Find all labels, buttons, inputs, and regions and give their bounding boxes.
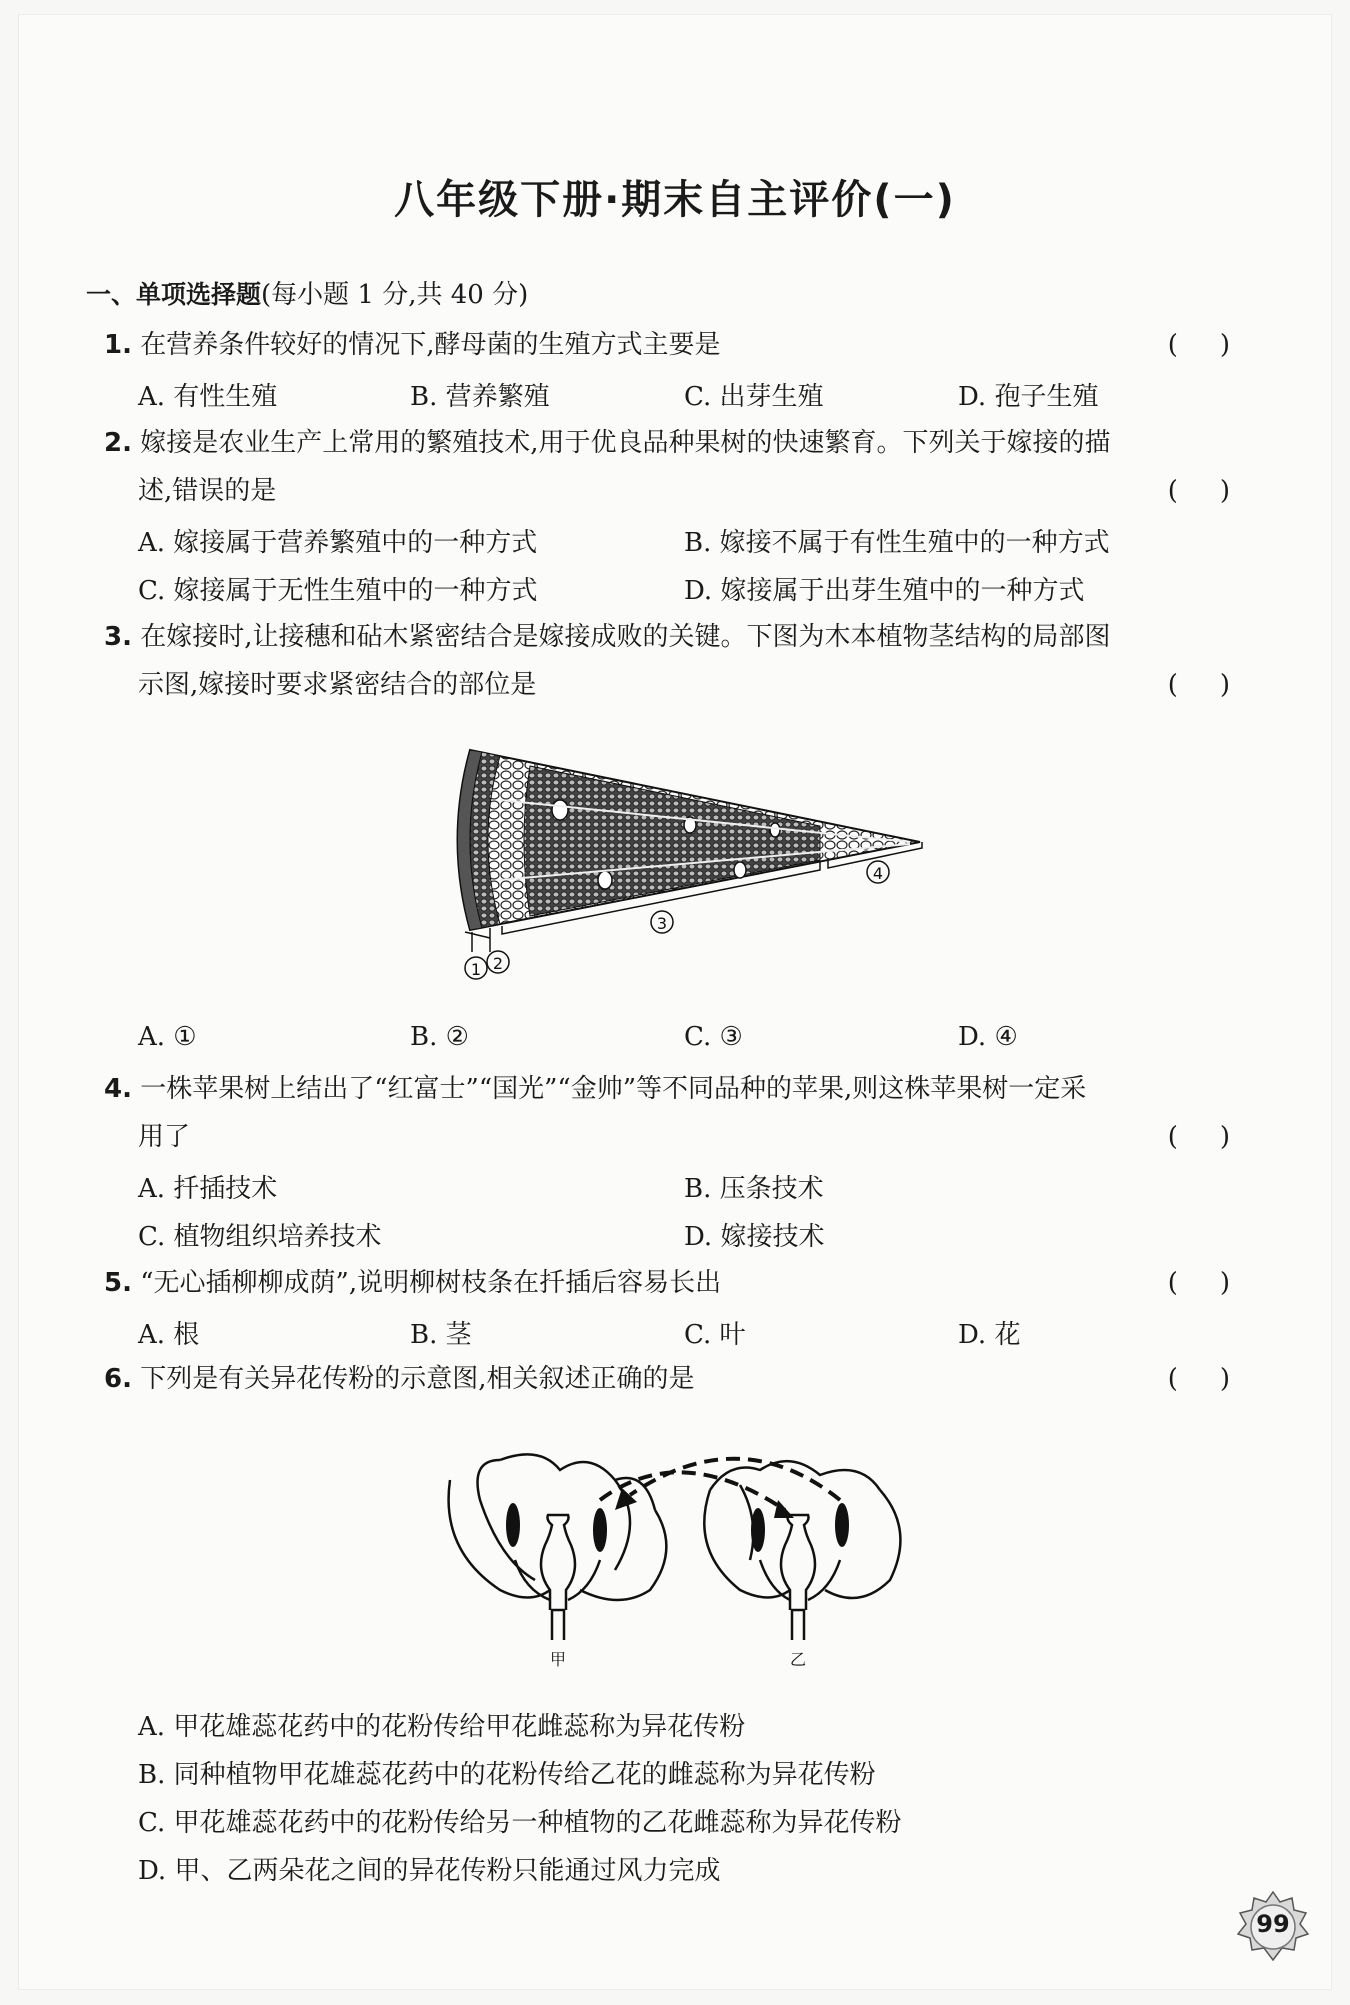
option[interactable]: B. 茎: [410, 1320, 472, 1350]
question-4-stem: [104, 1072, 1086, 1106]
question-6-stem: [104, 1362, 695, 1396]
label-4: [867, 861, 889, 883]
question-text: 一株苹果树上结出了“红富士”“国光”“金帅”等不同品种的苹果,则这株苹果树一定采: [140, 1074, 1087, 1104]
page-number-badge: [1236, 1890, 1310, 1964]
section-heading-label: 一、单项选择题: [86, 280, 262, 309]
question-text: 嫁接是农业生产上常用的繁殖技术,用于优良品种果树的快速繁育。下列关于嫁接的描: [140, 428, 1111, 458]
question-text: 下列是有关异花传粉的示意图,相关叙述正确的是: [140, 1364, 695, 1394]
svg-text:2: 2: [492, 954, 504, 973]
question-number: 1.: [104, 330, 132, 360]
question-text-continued: 示图,嫁接时要求紧密结合的部位是: [138, 670, 537, 700]
svg-text:4: 4: [872, 864, 884, 883]
question-text: “无心插柳柳成荫”,说明柳树枝条在扦插后容易长出: [140, 1268, 722, 1298]
option[interactable]: C. 叶: [684, 1320, 746, 1350]
question-number: 4.: [104, 1074, 132, 1104]
question-text-continued: 用了: [138, 1122, 191, 1152]
question-number: 5.: [104, 1268, 132, 1298]
option[interactable]: A. ①: [138, 1022, 197, 1052]
option[interactable]: D. 甲、乙两朵花之间的异花传粉只能通过风力完成: [138, 1856, 721, 1886]
option[interactable]: A. 有性生殖: [138, 382, 278, 412]
flower-yi: [704, 1461, 900, 1640]
label-1: [465, 957, 487, 979]
option[interactable]: B. 营养繁殖: [410, 382, 550, 412]
option[interactable]: A. 根: [138, 1320, 200, 1350]
question-3-stem: [104, 620, 1111, 654]
label-3: [651, 911, 673, 933]
option[interactable]: D. 花: [958, 1320, 1021, 1350]
option[interactable]: C. 出芽生殖: [684, 382, 824, 412]
answer-bracket[interactable]: ( ): [1167, 1268, 1238, 1298]
page-number: 99: [1256, 1910, 1290, 1938]
option[interactable]: D. 嫁接属于出芽生殖中的一种方式: [684, 576, 1085, 606]
question-text: 在营养条件较好的情况下,酵母菌的生殖方式主要是: [140, 330, 721, 360]
page-title: 八年级下册·期末自主评价(一): [394, 177, 956, 223]
option[interactable]: C. 嫁接属于无性生殖中的一种方式: [138, 576, 538, 606]
question-2-stem: [104, 426, 1111, 460]
question-text: 在嫁接时,让接穗和砧木紧密结合是嫁接成败的关键。下图为木本植物茎结构的局部图: [140, 622, 1111, 652]
answer-bracket[interactable]: ( ): [1167, 1364, 1238, 1394]
option[interactable]: D. 孢子生殖: [958, 382, 1099, 412]
label-2: [487, 951, 509, 973]
option[interactable]: D. 嫁接技术: [684, 1222, 825, 1252]
option[interactable]: A. 扦插技术: [138, 1174, 278, 1204]
question-5-stem: [104, 1266, 721, 1300]
answer-bracket[interactable]: ( ): [1167, 330, 1238, 360]
question-number: 6.: [104, 1364, 132, 1394]
question-number: 2.: [104, 428, 132, 458]
option[interactable]: B. ②: [410, 1022, 469, 1052]
question-number: 3.: [104, 622, 132, 652]
flower-label-jia: 甲: [549, 1650, 567, 1669]
answer-bracket[interactable]: ( ): [1167, 476, 1238, 506]
answer-bracket[interactable]: ( ): [1167, 1122, 1238, 1152]
cross-pollination-figure: [440, 1440, 930, 1670]
flower-jia: [449, 1454, 667, 1640]
option[interactable]: C. ③: [684, 1022, 743, 1052]
question-text-continued: 述,错误的是: [138, 476, 277, 506]
option[interactable]: C. 植物组织培养技术: [138, 1222, 382, 1252]
flower-label-yi: 乙: [789, 1650, 807, 1669]
option[interactable]: C. 甲花雄蕊花药中的花粉传给另一种植物的乙花雌蕊称为异花传粉: [138, 1808, 902, 1838]
option[interactable]: A. 嫁接属于营养繁殖中的一种方式: [138, 528, 538, 558]
section-heading: [86, 278, 528, 312]
answer-bracket[interactable]: ( ): [1167, 670, 1238, 700]
svg-text:1: 1: [470, 960, 482, 979]
option[interactable]: B. 同种植物甲花雄蕊花药中的花粉传给乙花的雌蕊称为异花传粉: [138, 1760, 876, 1790]
stem-cross-section-figure: [440, 730, 940, 990]
option[interactable]: B. 嫁接不属于有性生殖中的一种方式: [684, 528, 1110, 558]
option[interactable]: A. 甲花雄蕊花药中的花粉传给甲花雌蕊称为异花传粉: [138, 1712, 746, 1742]
option[interactable]: D. ④: [958, 1022, 1018, 1052]
svg-text:3: 3: [656, 914, 668, 933]
option[interactable]: B. 压条技术: [684, 1174, 824, 1204]
section-note: (每小题 1 分,共 40 分): [261, 280, 529, 310]
question-1-stem: [104, 328, 721, 362]
